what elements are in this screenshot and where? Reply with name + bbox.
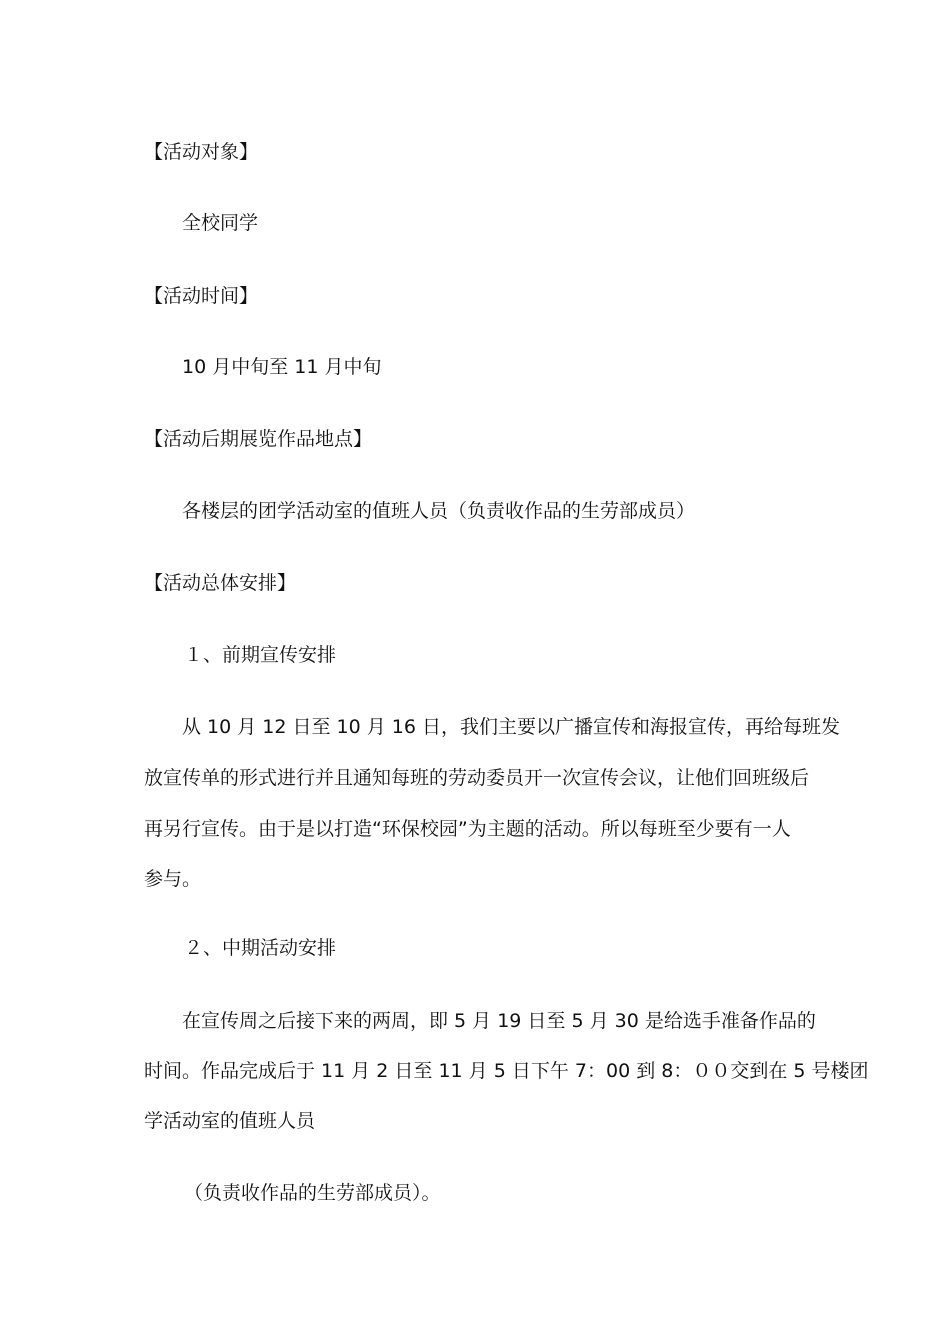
section-content-target: 全校同学	[182, 212, 259, 234]
section-heading-arrangement: 【活动总体安排】	[144, 572, 297, 594]
section-content-time: 10 月中旬至 11 月中旬	[182, 356, 382, 378]
section-content-location: 各楼层的团学活动室的值班人员（负责收作品的生劳部成员）	[182, 500, 696, 522]
section-heading-location: 【活动后期展览作品地点】	[144, 428, 373, 450]
paragraph-line: 再另行宣传。由于是以打造“环保校园”为主题的活动。所以每班至少要有一人	[144, 818, 791, 840]
paragraph-line: 放宣传单的形式进行并且通知每班的劳动委员开一次宣传会议，让他们回班级后	[144, 767, 810, 789]
paragraph-line: 参与。	[144, 868, 202, 890]
paragraph-line: 学活动室的值班人员	[144, 1110, 316, 1132]
paragraph-line: 在宣传周之后接下来的两周，即 5 月 19 日至 5 月 30 是给选手准备作品的	[182, 1010, 816, 1032]
section-heading-target: 【活动对象】	[144, 141, 259, 163]
paragraph-note: （负责收作品的生劳部成员）。	[184, 1182, 441, 1204]
item-title-publicity: １、前期宣传安排	[184, 644, 337, 666]
section-heading-time: 【活动时间】	[144, 285, 259, 307]
paragraph-line: 时间。作品完成后于 11 月 2 日至 11 月 5 日下午 7：00 到 8：００交到在 5 号楼团	[144, 1060, 869, 1082]
item-title-midterm: ２、中期活动安排	[184, 937, 337, 959]
paragraph-line: 从 10 月 12 日至 10 月 16 日，我们主要以广播宣传和海报宣传，再给每班发	[182, 716, 841, 738]
